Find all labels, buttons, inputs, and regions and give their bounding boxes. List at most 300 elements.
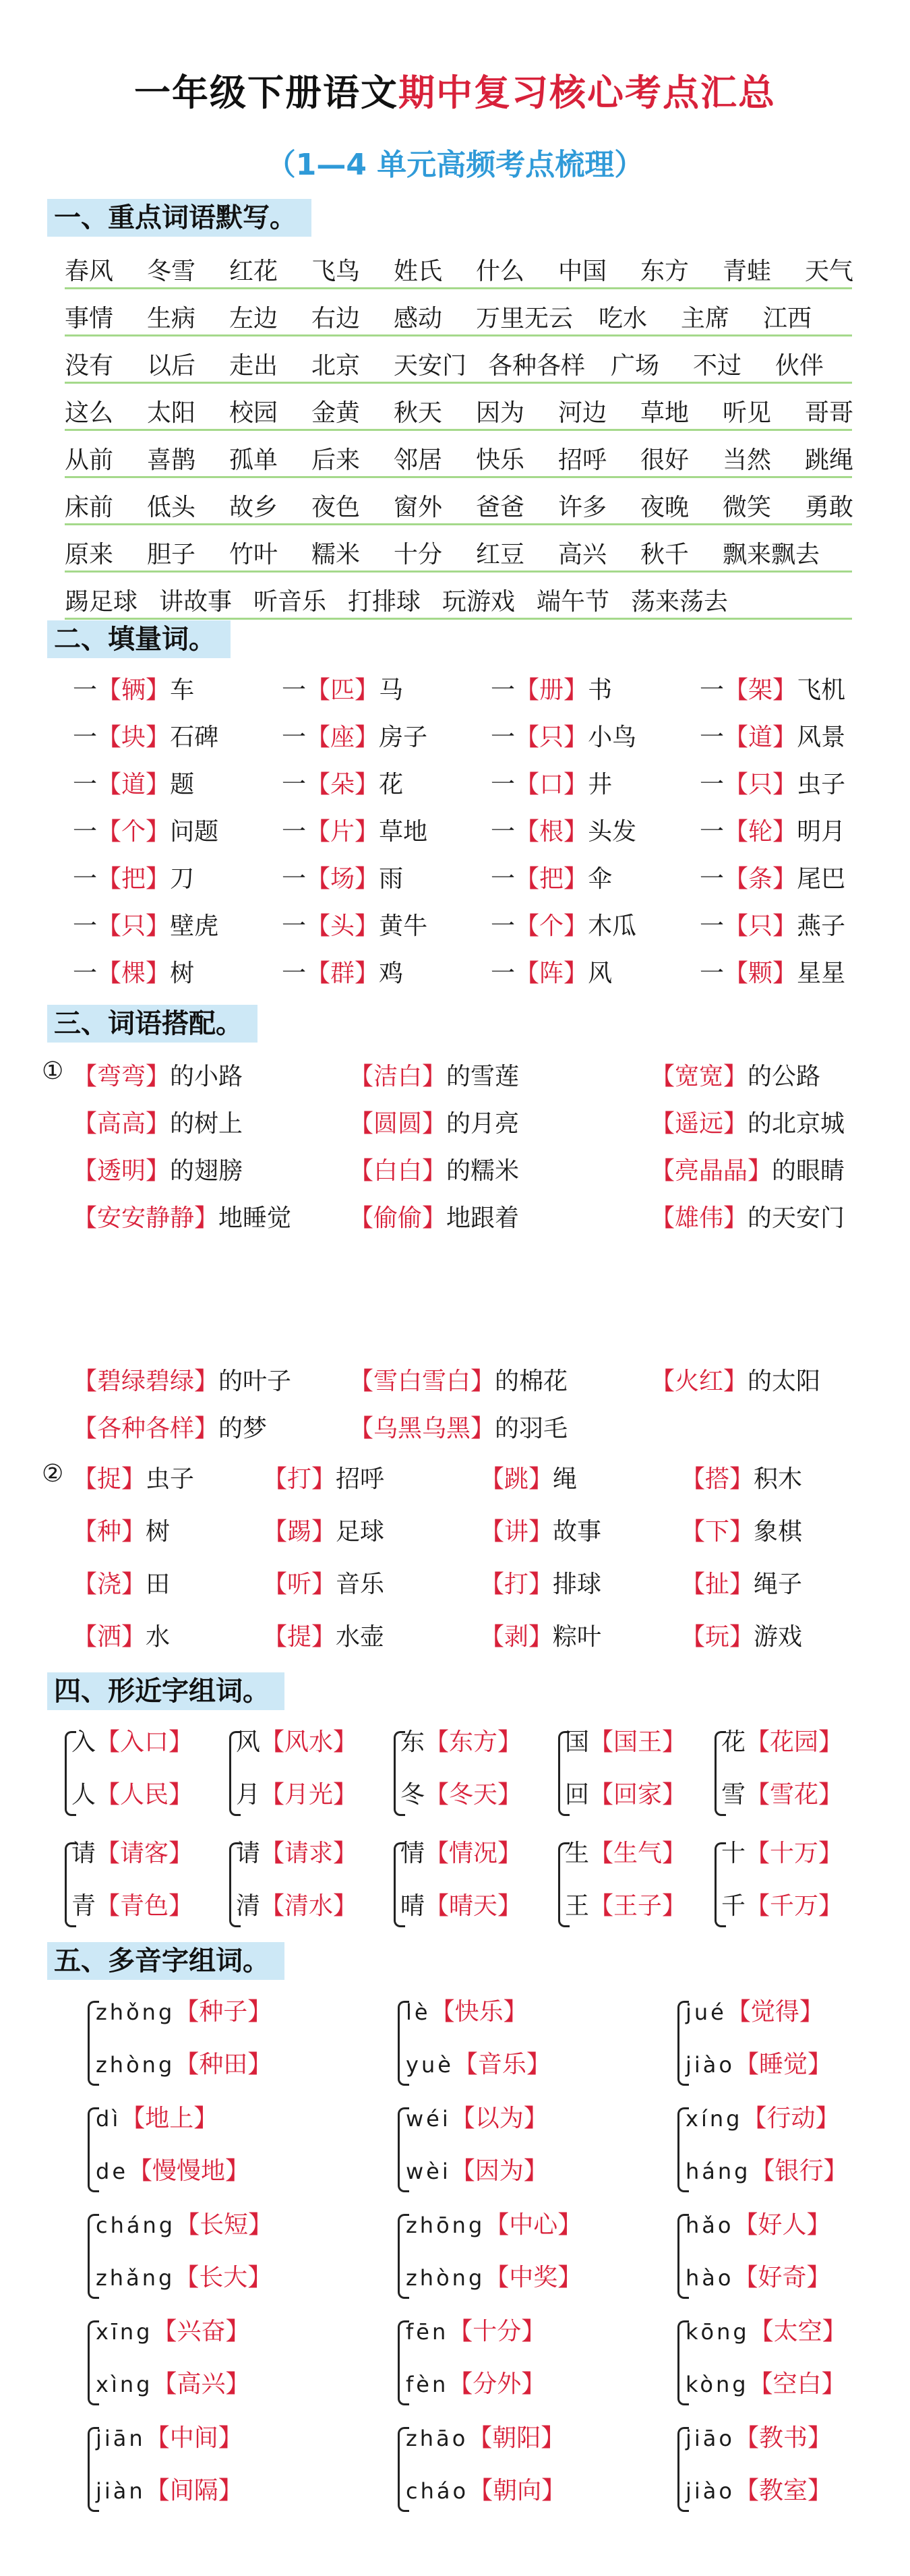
bracket-close: 】 (169, 1892, 193, 1920)
polyphone-row (96, 2471, 243, 2506)
measure-noun: 风景 (797, 724, 846, 751)
measure-noun: 虫子 (797, 771, 846, 798)
bracket-close: 】 (311, 1465, 336, 1493)
similar-answer: 请求 (284, 1840, 334, 1867)
similar-answer: 冬天 (449, 1781, 498, 1809)
bracket-open: 【 (96, 1892, 121, 1920)
bracket-open: 【 (73, 1157, 98, 1185)
collocation-noun: 地睡觉 (218, 1204, 292, 1232)
polyphone-row (406, 2258, 582, 2293)
vocab-word: 右边 (311, 305, 361, 332)
bracket-open: 【 (145, 2424, 170, 2452)
polyphone-answer: 好人 (758, 2211, 807, 2239)
similar-pair (715, 1834, 876, 1935)
collocation-noun: 的叶子 (218, 1368, 292, 1395)
pinyin: jiāo (686, 2426, 735, 2451)
bracket-close: 】 (821, 2370, 846, 2398)
collocation-answer: 玩 (705, 1623, 730, 1651)
pinyin: zhāo (406, 2426, 468, 2451)
similar-answer: 生气 (613, 1840, 663, 1867)
bracket-open: 【 (589, 1892, 614, 1920)
measure-item (700, 907, 845, 941)
collocation-marker-1: ① (42, 1057, 64, 1085)
collocation-noun: 地跟着 (446, 1204, 520, 1232)
polyphone-set (677, 2419, 900, 2520)
pinyin: xīng (96, 2319, 153, 2345)
polyphone-answer: 行动 (766, 2105, 816, 2132)
polyphone-set (398, 2206, 620, 2307)
vocab-word: 东方 (640, 258, 690, 285)
bracket-close: 】 (523, 2157, 548, 2185)
vocab-word: 糯米 (311, 541, 361, 568)
measure-answer: 只 (748, 771, 773, 798)
measure-item (282, 907, 427, 941)
polyphone-row (406, 1993, 528, 2027)
bracket-open: 【 (724, 912, 749, 940)
measure-answer: 根 (539, 818, 564, 846)
section-heading-vocab: 一、重点词语默写。 (47, 199, 311, 237)
vocab-row (0, 531, 910, 580)
collocation-item (480, 1513, 601, 1547)
bracket-open: 【 (726, 1998, 751, 2026)
bracket-open: 【 (515, 771, 540, 798)
bracket-close: 】 (662, 1728, 687, 1756)
bracket-open: 【 (73, 1063, 98, 1090)
similar-char: 国 (565, 1728, 590, 1756)
vocab-word: 从前 (65, 446, 114, 474)
collocation-noun: 的雪莲 (446, 1063, 520, 1090)
similar-answer: 王子 (613, 1892, 663, 1920)
polyphone-answer: 好奇 (758, 2264, 807, 2291)
vocab-word: 青蛙 (723, 258, 772, 285)
measure-prefix: 一 (491, 676, 516, 704)
collocation-answer: 乌黑乌黑 (373, 1415, 471, 1442)
pinyin: zhòng (406, 2265, 485, 2291)
measure-prefix: 一 (700, 771, 725, 798)
bracket-close: 】 (247, 2264, 272, 2291)
pinyin: jiàn (96, 2478, 146, 2504)
pinyin: hǎo (686, 2213, 734, 2238)
collocation-item (650, 1105, 845, 1139)
collocation-answer: 高高 (97, 1110, 146, 1138)
bracket-close: 】 (723, 1110, 748, 1138)
bracket-close: 】 (471, 1368, 495, 1395)
bracket-close: 】 (146, 1063, 171, 1090)
collocation-item (73, 1057, 243, 1092)
vocab-underline (65, 570, 852, 573)
bracket-close: 】 (169, 1840, 193, 1867)
measure-prefix: 一 (491, 912, 516, 940)
bracket-close: 】 (528, 1465, 553, 1493)
section-heading-collocation: 三、词语搭配。 (47, 1005, 257, 1043)
polyphone-row (96, 2045, 272, 2080)
similar-row (721, 1834, 843, 1869)
measure-noun: 壁虎 (170, 912, 219, 940)
bracket-close: 】 (247, 1998, 272, 2026)
measure-noun: 木瓜 (588, 912, 637, 940)
vocab-word: 竹叶 (229, 541, 278, 568)
bracket-close: 】 (193, 2105, 218, 2132)
polyphone-row (686, 2365, 846, 2399)
bracket-open: 【 (73, 1110, 98, 1138)
bracket-close: 】 (146, 771, 171, 798)
bracket-open: 【 (175, 2211, 200, 2239)
measure-item (73, 765, 194, 800)
bracket-close: 】 (333, 1781, 358, 1809)
similar-char: 生 (565, 1840, 590, 1867)
collocation-answer: 讲 (504, 1518, 529, 1546)
bracket-close: 】 (822, 2318, 847, 2345)
collocation-noun: 的公路 (748, 1063, 821, 1090)
pinyin: lè (406, 1999, 431, 2025)
vocab-word: 广场 (611, 352, 660, 380)
bracket-close: 】 (194, 1368, 219, 1395)
collocation-answer: 剥 (504, 1623, 529, 1651)
collocation-answer: 安安静静 (97, 1204, 195, 1232)
measure-noun: 问题 (170, 818, 219, 846)
bracket-close: 】 (121, 1465, 146, 1493)
measure-noun: 明月 (797, 818, 846, 846)
vocab-word: 主席 (681, 305, 730, 332)
bracket-close: 】 (723, 1063, 748, 1090)
polyphone-set (677, 2099, 900, 2200)
collocation-answer: 白白 (373, 1157, 423, 1185)
measure-answer: 架 (748, 676, 773, 704)
measure-noun: 房子 (379, 724, 428, 751)
collocation-answer: 扯 (705, 1571, 730, 1598)
measure-item (282, 671, 403, 705)
collocation-noun: 音乐 (336, 1571, 385, 1598)
bracket-open: 【 (450, 2157, 475, 2185)
bracket-open: 【 (97, 865, 122, 893)
polyphone-row (406, 2471, 566, 2506)
bracket-close: 】 (422, 1110, 447, 1138)
vocab-row (0, 248, 910, 297)
polyphone-row (686, 2206, 831, 2240)
collocation-answer: 洒 (97, 1623, 122, 1651)
polyphone-answer: 长大 (199, 2264, 248, 2291)
similar-char: 青 (71, 1892, 96, 1920)
bracket-open: 【 (73, 1415, 98, 1442)
pinyin: fèn (406, 2372, 449, 2397)
polyphone-answer: 朝阳 (492, 2424, 541, 2452)
measure-answer: 匹 (330, 676, 355, 704)
vocab-word: 草地 (640, 399, 690, 427)
polyphone-row (406, 2099, 548, 2134)
similar-char: 情 (400, 1840, 425, 1867)
bracket-close: 】 (355, 676, 380, 704)
measure-prefix: 一 (73, 676, 98, 704)
bracket-close: 】 (806, 2211, 831, 2239)
vocab-word: 讲故事 (159, 588, 233, 616)
similar-pair (65, 1723, 226, 1824)
measure-item (282, 860, 403, 894)
similar-char: 风 (236, 1728, 261, 1756)
title-part-2: 期中复习核心考点汇总 (398, 71, 776, 114)
bracket-close: 】 (772, 771, 797, 798)
bracket-open: 【 (733, 2264, 758, 2291)
bracket-close: 】 (523, 2105, 548, 2132)
page-title (0, 64, 910, 116)
collocation-item (349, 1409, 568, 1444)
similar-char: 清 (236, 1892, 261, 1920)
measure-item (282, 813, 427, 847)
similar-char: 请 (236, 1840, 261, 1867)
polyphone-row (686, 2152, 848, 2186)
bracket-open: 【 (96, 1728, 121, 1756)
bracket-close: 】 (564, 818, 588, 846)
similar-row (721, 1723, 843, 1757)
measure-answer: 阵 (539, 960, 564, 987)
collocation-answer: 打 (287, 1465, 312, 1493)
bracket-open: 【 (121, 2105, 146, 2132)
polyphone-row (406, 2312, 545, 2347)
bracket-open: 【 (306, 818, 331, 846)
bracket-close: 】 (497, 1892, 522, 1920)
measure-answer: 只 (748, 912, 773, 940)
bracket-close: 】 (146, 1110, 171, 1138)
bracket-open: 【 (260, 1892, 285, 1920)
collocation-item (349, 1057, 519, 1092)
bracket-open: 【 (260, 1728, 285, 1756)
similar-answer: 晴天 (449, 1892, 498, 1920)
bracket-close: 】 (818, 1892, 843, 1920)
pinyin: háng (686, 2159, 751, 2184)
collocation-noun: 绳子 (754, 1571, 803, 1598)
measure-item (700, 813, 845, 847)
similar-row (236, 1887, 357, 1921)
polyphone-set (398, 2099, 620, 2200)
polyphone-row (686, 2471, 832, 2506)
measure-item (73, 860, 194, 894)
polyphone-answer: 地上 (145, 2105, 194, 2132)
bracket-open: 【 (306, 960, 331, 987)
vocab-row (0, 437, 910, 486)
vocab-word: 各种各样 (488, 352, 586, 380)
measure-noun: 车 (170, 676, 195, 704)
polyphone-set (88, 1993, 310, 2094)
bracket-close: 】 (311, 1518, 336, 1546)
measure-noun: 刀 (170, 865, 195, 893)
polyphone-answer: 中心 (509, 2211, 558, 2239)
vocab-word: 端午节 (537, 588, 610, 616)
polyphone-row (96, 2152, 249, 2186)
bracket-close: 】 (121, 1518, 146, 1546)
polyphone-set (398, 2419, 620, 2520)
collocation-noun: 水壶 (336, 1623, 385, 1651)
bracket-close: 】 (146, 818, 171, 846)
similar-char: 入 (71, 1728, 96, 1756)
bracket-close: 】 (333, 1892, 358, 1920)
measure-answer: 把 (539, 865, 564, 893)
measure-prefix: 一 (73, 771, 98, 798)
bracket-close: 】 (422, 1204, 447, 1232)
measure-noun: 燕子 (797, 912, 846, 940)
polyphone-row (686, 2258, 831, 2293)
polyphone-answer: 教室 (758, 2477, 808, 2505)
bracket-close: 】 (818, 1728, 843, 1756)
collocation-noun: 的太阳 (748, 1368, 821, 1395)
bracket-close: 】 (772, 676, 797, 704)
collocation-answer: 偷偷 (373, 1204, 423, 1232)
similar-row (400, 1887, 522, 1921)
measure-answer: 棵 (121, 960, 146, 987)
bracket-open: 【 (306, 724, 331, 751)
bracket-close: 】 (194, 1415, 219, 1442)
polyphone-row (96, 2206, 272, 2240)
collocation-noun: 绳 (553, 1465, 578, 1493)
similar-answer: 青色 (120, 1892, 169, 1920)
similar-row (236, 1834, 357, 1869)
measure-answer: 头 (330, 912, 355, 940)
polyphone-set (398, 2312, 620, 2413)
bracket-open: 【 (450, 2105, 475, 2132)
vocab-word: 窗外 (394, 494, 443, 521)
bracket-open: 【 (650, 1110, 675, 1138)
bracket-open: 【 (749, 2318, 774, 2345)
vocab-word: 春风 (65, 258, 114, 285)
bracket-close: 】 (729, 1623, 754, 1651)
bracket-close: 】 (748, 1157, 772, 1185)
bracket-open: 【 (650, 1157, 675, 1185)
vocab-word: 事情 (65, 305, 114, 332)
bracket-close: 】 (355, 771, 380, 798)
polyphone-answer: 睡觉 (758, 2051, 808, 2078)
vocab-word: 招呼 (558, 446, 607, 474)
collocation-marker-2: ② (42, 1460, 64, 1488)
bracket-close: 】 (662, 1892, 687, 1920)
bracket-open: 【 (263, 1465, 288, 1493)
collocation-item (650, 1362, 820, 1397)
polyphone-answer: 以为 (475, 2105, 524, 2132)
pinyin: jué (686, 1999, 727, 2025)
collocation-noun: 象棋 (754, 1518, 803, 1546)
measure-prefix: 一 (700, 912, 725, 940)
vocab-word: 走出 (229, 352, 278, 380)
similar-row (71, 1834, 193, 1869)
collocation-answer: 打 (504, 1571, 529, 1598)
bracket-close: 】 (146, 1157, 171, 1185)
vocab-word: 夜晚 (640, 494, 690, 521)
polyphone-answer: 快乐 (454, 1998, 504, 2026)
bracket-close: 】 (557, 2211, 582, 2239)
measure-answer: 场 (330, 865, 355, 893)
measure-answer: 条 (748, 865, 773, 893)
bracket-open: 【 (152, 2370, 177, 2398)
bracket-close: 】 (521, 2370, 546, 2398)
bracket-open: 【 (175, 2264, 200, 2291)
measure-noun: 飞机 (797, 676, 846, 704)
similar-answer: 人民 (120, 1781, 169, 1809)
bracket-open: 【 (468, 2477, 493, 2505)
polyphone-row (686, 2312, 847, 2347)
bracket-close: 】 (729, 1571, 754, 1598)
measure-answer: 个 (121, 818, 146, 846)
collocation-answer: 种 (97, 1518, 122, 1546)
vocab-word: 荡来荡去 (631, 588, 729, 616)
measure-prefix: 一 (282, 771, 307, 798)
vocab-word: 爸爸 (476, 494, 525, 521)
bracket-open: 【 (448, 2318, 473, 2345)
measure-answer: 辆 (121, 676, 146, 704)
bracket-open: 【 (480, 1623, 505, 1651)
bracket-close: 】 (808, 2424, 832, 2452)
similar-char: 回 (565, 1781, 590, 1809)
similar-row (71, 1887, 193, 1921)
bracket-close: 】 (772, 865, 797, 893)
vocab-word: 床前 (65, 494, 114, 521)
polyphone-row (96, 2099, 218, 2134)
measure-item (73, 671, 194, 705)
bracket-open: 【 (73, 1623, 98, 1651)
vocab-word: 胆子 (147, 541, 196, 568)
bracket-close: 】 (146, 724, 171, 751)
similar-row (236, 1723, 357, 1757)
similar-answer: 请客 (120, 1840, 169, 1867)
measure-prefix: 一 (700, 818, 725, 846)
pinyin: cháng (96, 2213, 176, 2238)
collocation-item (681, 1565, 802, 1600)
vocab-underline (65, 476, 852, 478)
similar-row (400, 1723, 522, 1757)
collocation-item (73, 1105, 243, 1139)
vocab-word: 以后 (147, 352, 196, 380)
vocab-word: 感动 (394, 305, 443, 332)
vocab-word: 原来 (65, 541, 114, 568)
measure-item (491, 860, 612, 894)
pinyin: zhòng (96, 2052, 175, 2078)
bracket-open: 【 (515, 818, 540, 846)
measure-answer: 片 (330, 818, 355, 846)
vocab-word: 飞鸟 (311, 258, 361, 285)
pinyin: cháo (406, 2478, 469, 2504)
measure-noun: 树 (170, 960, 195, 987)
bracket-open: 【 (73, 1518, 98, 1546)
measure-noun: 鸡 (379, 960, 404, 987)
bracket-open: 【 (734, 2477, 759, 2505)
bracket-close: 】 (772, 912, 797, 940)
bracket-close: 】 (311, 1623, 336, 1651)
collocation-noun: 的糯米 (446, 1157, 520, 1185)
bracket-open: 【 (724, 724, 749, 751)
similar-row (721, 1887, 843, 1921)
bracket-close: 】 (497, 1781, 522, 1809)
bracket-close: 】 (471, 1415, 495, 1442)
measure-prefix: 一 (282, 724, 307, 751)
vocab-row (0, 343, 910, 391)
measure-noun: 题 (170, 771, 195, 798)
vocab-word: 许多 (558, 494, 607, 521)
collocation-answer: 洁白 (373, 1063, 423, 1090)
measure-noun: 小鸟 (588, 724, 637, 751)
bracket-open: 【 (425, 1728, 450, 1756)
polyphone-row (406, 2045, 551, 2080)
similar-answer: 情况 (449, 1840, 498, 1867)
measure-noun: 伞 (588, 865, 613, 893)
vocab-word: 飘来飘去 (723, 541, 820, 568)
polyphone-answer: 种子 (199, 1998, 248, 2026)
polyphone-answer: 中间 (169, 2424, 218, 2452)
polyphone-row (686, 2099, 839, 2134)
collocation-noun: 的梦 (218, 1415, 268, 1442)
vocab-word: 低头 (147, 494, 196, 521)
measure-answer: 只 (121, 912, 146, 940)
bracket-open: 【 (425, 1840, 450, 1867)
collocation-answer: 捉 (97, 1465, 122, 1493)
vocab-word: 孤单 (229, 446, 278, 474)
pinyin: zhǒng (96, 1999, 175, 2025)
collocation-answer: 雄伟 (675, 1204, 724, 1232)
